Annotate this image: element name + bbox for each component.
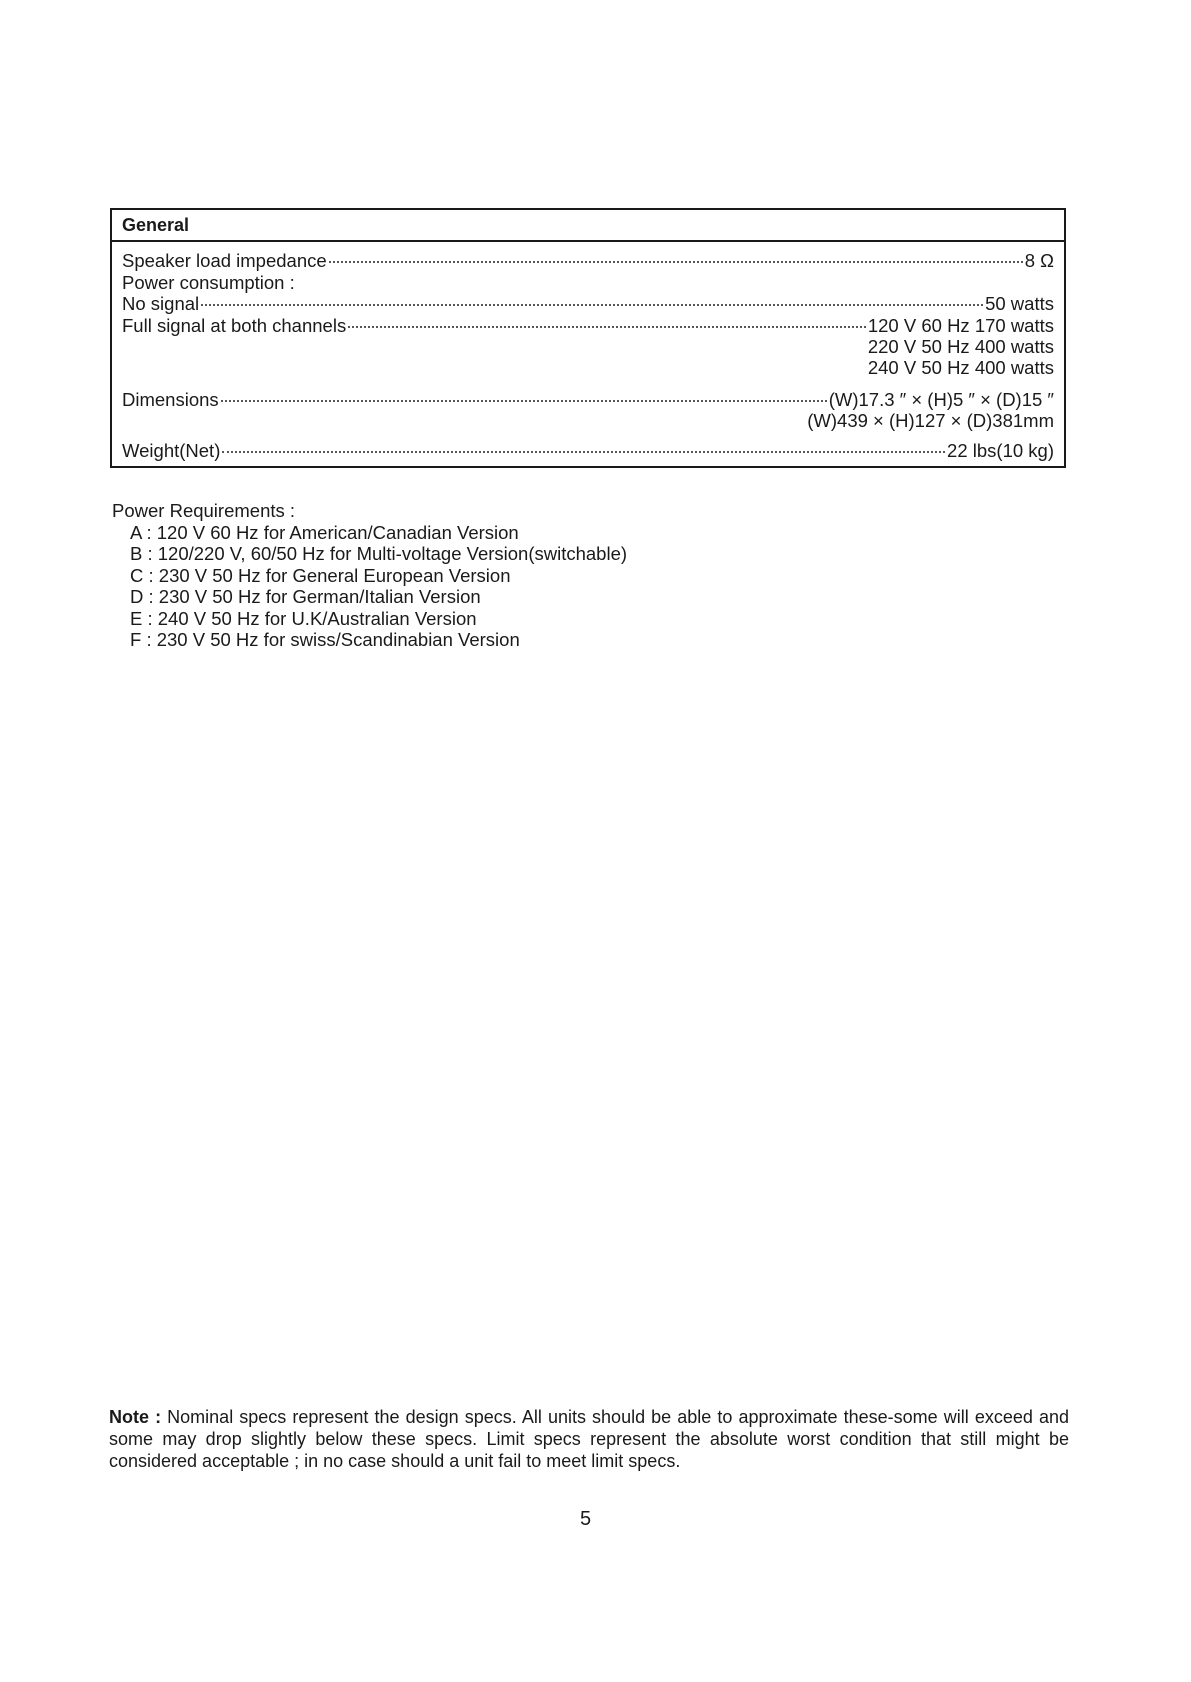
leader-dots bbox=[201, 304, 983, 306]
page-number: 5 bbox=[580, 1508, 592, 1530]
list-item: B : 120/220 V, 60/50 Hz for Multi-voltage Version(switchable) bbox=[130, 543, 628, 564]
leader-dots bbox=[348, 326, 866, 328]
speaker-load-row bbox=[122, 250, 1054, 272]
power-requirements-list bbox=[112, 522, 627, 651]
full-signal-row bbox=[122, 315, 1054, 337]
power-consumption-label: Power consumption : bbox=[122, 272, 295, 293]
power-requirements-title: Power Requirements : bbox=[112, 500, 296, 521]
dimensions-label: Dimensions bbox=[122, 389, 219, 410]
no-signal-row bbox=[122, 293, 1054, 315]
weight-value: 22 lbs(10 kg) bbox=[947, 440, 1054, 461]
general-spec-table bbox=[110, 208, 1066, 468]
leader-dots bbox=[221, 400, 827, 402]
speaker-load-label: Speaker load impedance bbox=[122, 250, 327, 271]
power-requirements bbox=[112, 500, 627, 651]
list-item: A : 120 V 60 Hz for American/Canadian Version bbox=[130, 521, 519, 543]
note-paragraph bbox=[109, 1406, 1069, 1472]
speaker-load-value: 8 Ω bbox=[1024, 250, 1054, 271]
note-label: Note : bbox=[109, 1407, 162, 1427]
dimensions-value-1: (W)17.3 ″ × (H)5 ″ × (D)15 ″ bbox=[828, 389, 1054, 410]
list-item: D : 230 V 50 Hz for German/Italian Version bbox=[130, 586, 481, 607]
no-signal-label: No signal bbox=[122, 293, 200, 314]
dimensions-value-2: (W)439 × (H)127 × (D)381mm bbox=[807, 410, 1054, 431]
leader-dots bbox=[329, 261, 1023, 263]
weight-row bbox=[122, 440, 1054, 462]
full-signal-value-3: 240 V 50 Hz 400 watts bbox=[867, 357, 1054, 378]
dimensions-row bbox=[122, 389, 1054, 411]
spec-table-header: General bbox=[112, 210, 1064, 242]
list-item: E : 240 V 50 Hz for U.K/Australian Version bbox=[130, 607, 477, 629]
no-signal-value: 50 watts bbox=[985, 293, 1054, 314]
leader-dots bbox=[222, 451, 945, 453]
full-signal-value-2: 220 V 50 Hz 400 watts bbox=[867, 336, 1054, 357]
full-signal-label: Full signal at both channels bbox=[122, 315, 347, 336]
weight-label: Weight(Net) bbox=[122, 440, 221, 461]
full-signal-value-1: 120 V 60 Hz 170 watts bbox=[867, 315, 1054, 336]
list-item: C : 230 V 50 Hz for General European Version bbox=[130, 564, 511, 586]
note-text: Nominal specs represent the design specs. All units should be able to approximate these-some will exceed and some may drop slightly below these specs. Limit specs represent the absolute worst condition that still might be considered acceptable ; in no case should a unit fail to meet limit specs. bbox=[109, 1407, 1069, 1471]
spec-table-body bbox=[112, 242, 1064, 466]
list-item: F : 230 V 50 Hz for swiss/Scandinabian Version bbox=[130, 629, 520, 650]
